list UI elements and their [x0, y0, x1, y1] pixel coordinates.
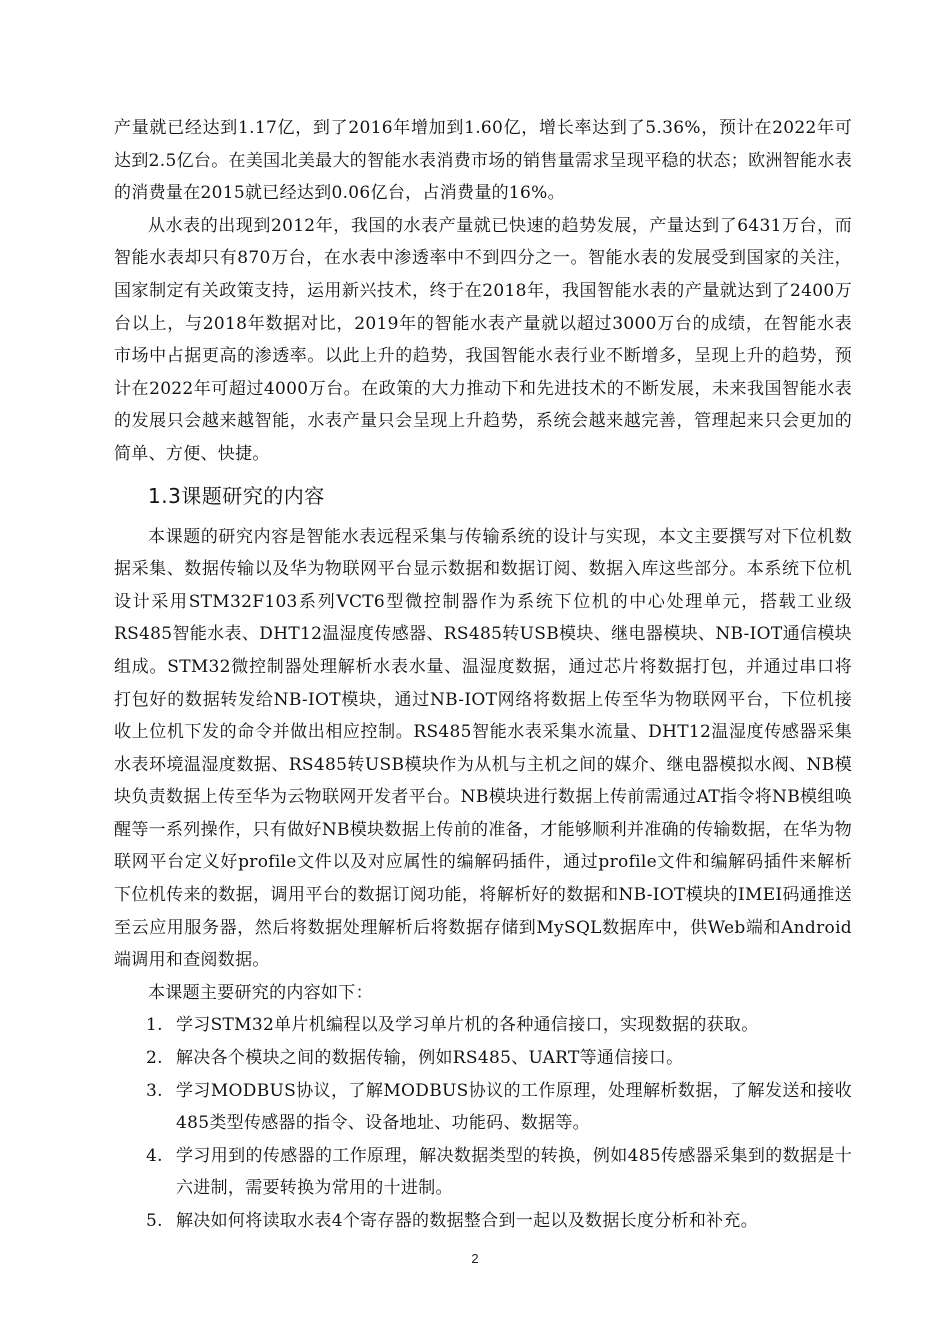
list-item-text: 学习用到的传感器的工作原理，解决数据类型的转换，例如485传感器采集到的数据是十六进制，需要转换为常用的十进制。 [176, 1145, 852, 1199]
list-item [114, 1140, 852, 1205]
page-number: 2 [471, 1251, 479, 1266]
list-item-number: 3. [146, 1080, 163, 1101]
list-item-number: 2. [146, 1048, 163, 1069]
list-item-text: 解决各个模块之间的数据传输，例如RS485、UART等通信接口。 [176, 1048, 684, 1069]
list-item-number: 4. [146, 1145, 163, 1166]
list-item [114, 1075, 852, 1140]
paragraph-water-meter-production: 从水表的出现到2012年，我国的水表产量就已快速的趋势发展，产量达到了6431万台，而智能水表却只有870万台，在水表中渗透率中不到四分之一。智能水表的发展受到国家的关注，国家制定有关政策支持，运用新兴技术，终于在2018年，我国智能水表的产量就达到了2400万台以上，与2018年数据对比，2019年的智能水表产量就以超过3000万台的成绩，在智能水表市场中占据更高的渗透率。以此上升的趋势，我国智能水表行业不断增多，呈现上升的趋势，预计在2022年可超过4000万台。在政策的大力推动下和先进技术的不断发展，未来我国智能水表的发展只会越来越智能，水表产量只会呈现上升趋势，系统会越来越完善，管理起来只会更加的简单、方便、快捷。 [114, 215, 852, 464]
list-item [114, 1042, 852, 1075]
list-item-text: 学习MODBUS协议，了解MODBUS协议的工作原理，处理解析数据，了解发送和接收485类型传感器的指令、设备地址、功能码、数据等。 [176, 1080, 852, 1134]
document-body [114, 112, 852, 1238]
list-item-text: 解决如何将读取水表4个寄存器的数据整合到一起以及数据长度分析和补充。 [176, 1211, 759, 1231]
paragraph-continuation: 产量就已经达到1.17亿，到了2016年增加到1.60亿，增长率达到了5.36%，预计在2022年可达到2.5亿台。在美国北美最大的智能水表消费市场的销售量需求呈现平稳的状态；欧洲智能水表的消费量在2015就已经达到0.06亿台，占消费量的16%。 [114, 118, 852, 204]
research-items-list [114, 1009, 852, 1237]
paragraph-research-content: 本课题的研究内容是智能水表远程采集与传输系统的设计与实现，本文主要撰写对下位机数据采集、数据传输以及华为物联网平台显示数据和数据订阅、数据入库这些部分。本系统下位机设计采用STM32F103系列VCT6型微控制器作为系统下位机的中心处理单元，搭载工业级RS485智能水表、DHT12温湿度传感器、RS485转USB模块、继电器模块、NB-IOT通信模块组成。STM32微控制器处理解析水表水量、温湿度数据，通过芯片将数据打包，并通过串口将打包好的数据转发给NB-IOT模块，通过NB-IOT网络将数据上传至华为物联网平台，下位机接收上位机下发的命令并做出相应控制。RS485智能水表采集水流量、DHT12温湿度传感器采集水表环境温湿度数据、RS485转USB模块作为从机与主机之间的媒介、继电器模拟水阀、NB模块负责数据上传至华为云物联网开发者平台。NB模块进行数据上传前需通过AT指令将NB模组唤醒等一系列操作，只有做好NB模块数据上传前的准备，才能够顺利并准确的传输数据，在华为物联网平台定义好profile文件以及对应属性的编解码插件，通过profile文件和编解码插件来解析下位机传来的数据，调用平台的数据订阅功能，将解析好的数据和NB-IOT模块的IMEI码通推送至云应用服务器，然后将数据处理解析后将数据存储到MySQL数据库中，供Web端和Android端调用和查阅数据。 [114, 526, 852, 971]
list-item [114, 1009, 852, 1042]
list-item-text: 学习STM32单片机编程以及学习单片机的各种通信接口，实现数据的获取。 [176, 1015, 759, 1036]
section-heading: 1.3课题研究的内容 [148, 483, 325, 508]
paragraph-list-intro: 本课题主要研究的内容如下： [148, 982, 373, 1003]
list-item-number: 1. [146, 1015, 163, 1036]
list-item [114, 1205, 852, 1238]
list-item-number: 5. [146, 1211, 163, 1231]
